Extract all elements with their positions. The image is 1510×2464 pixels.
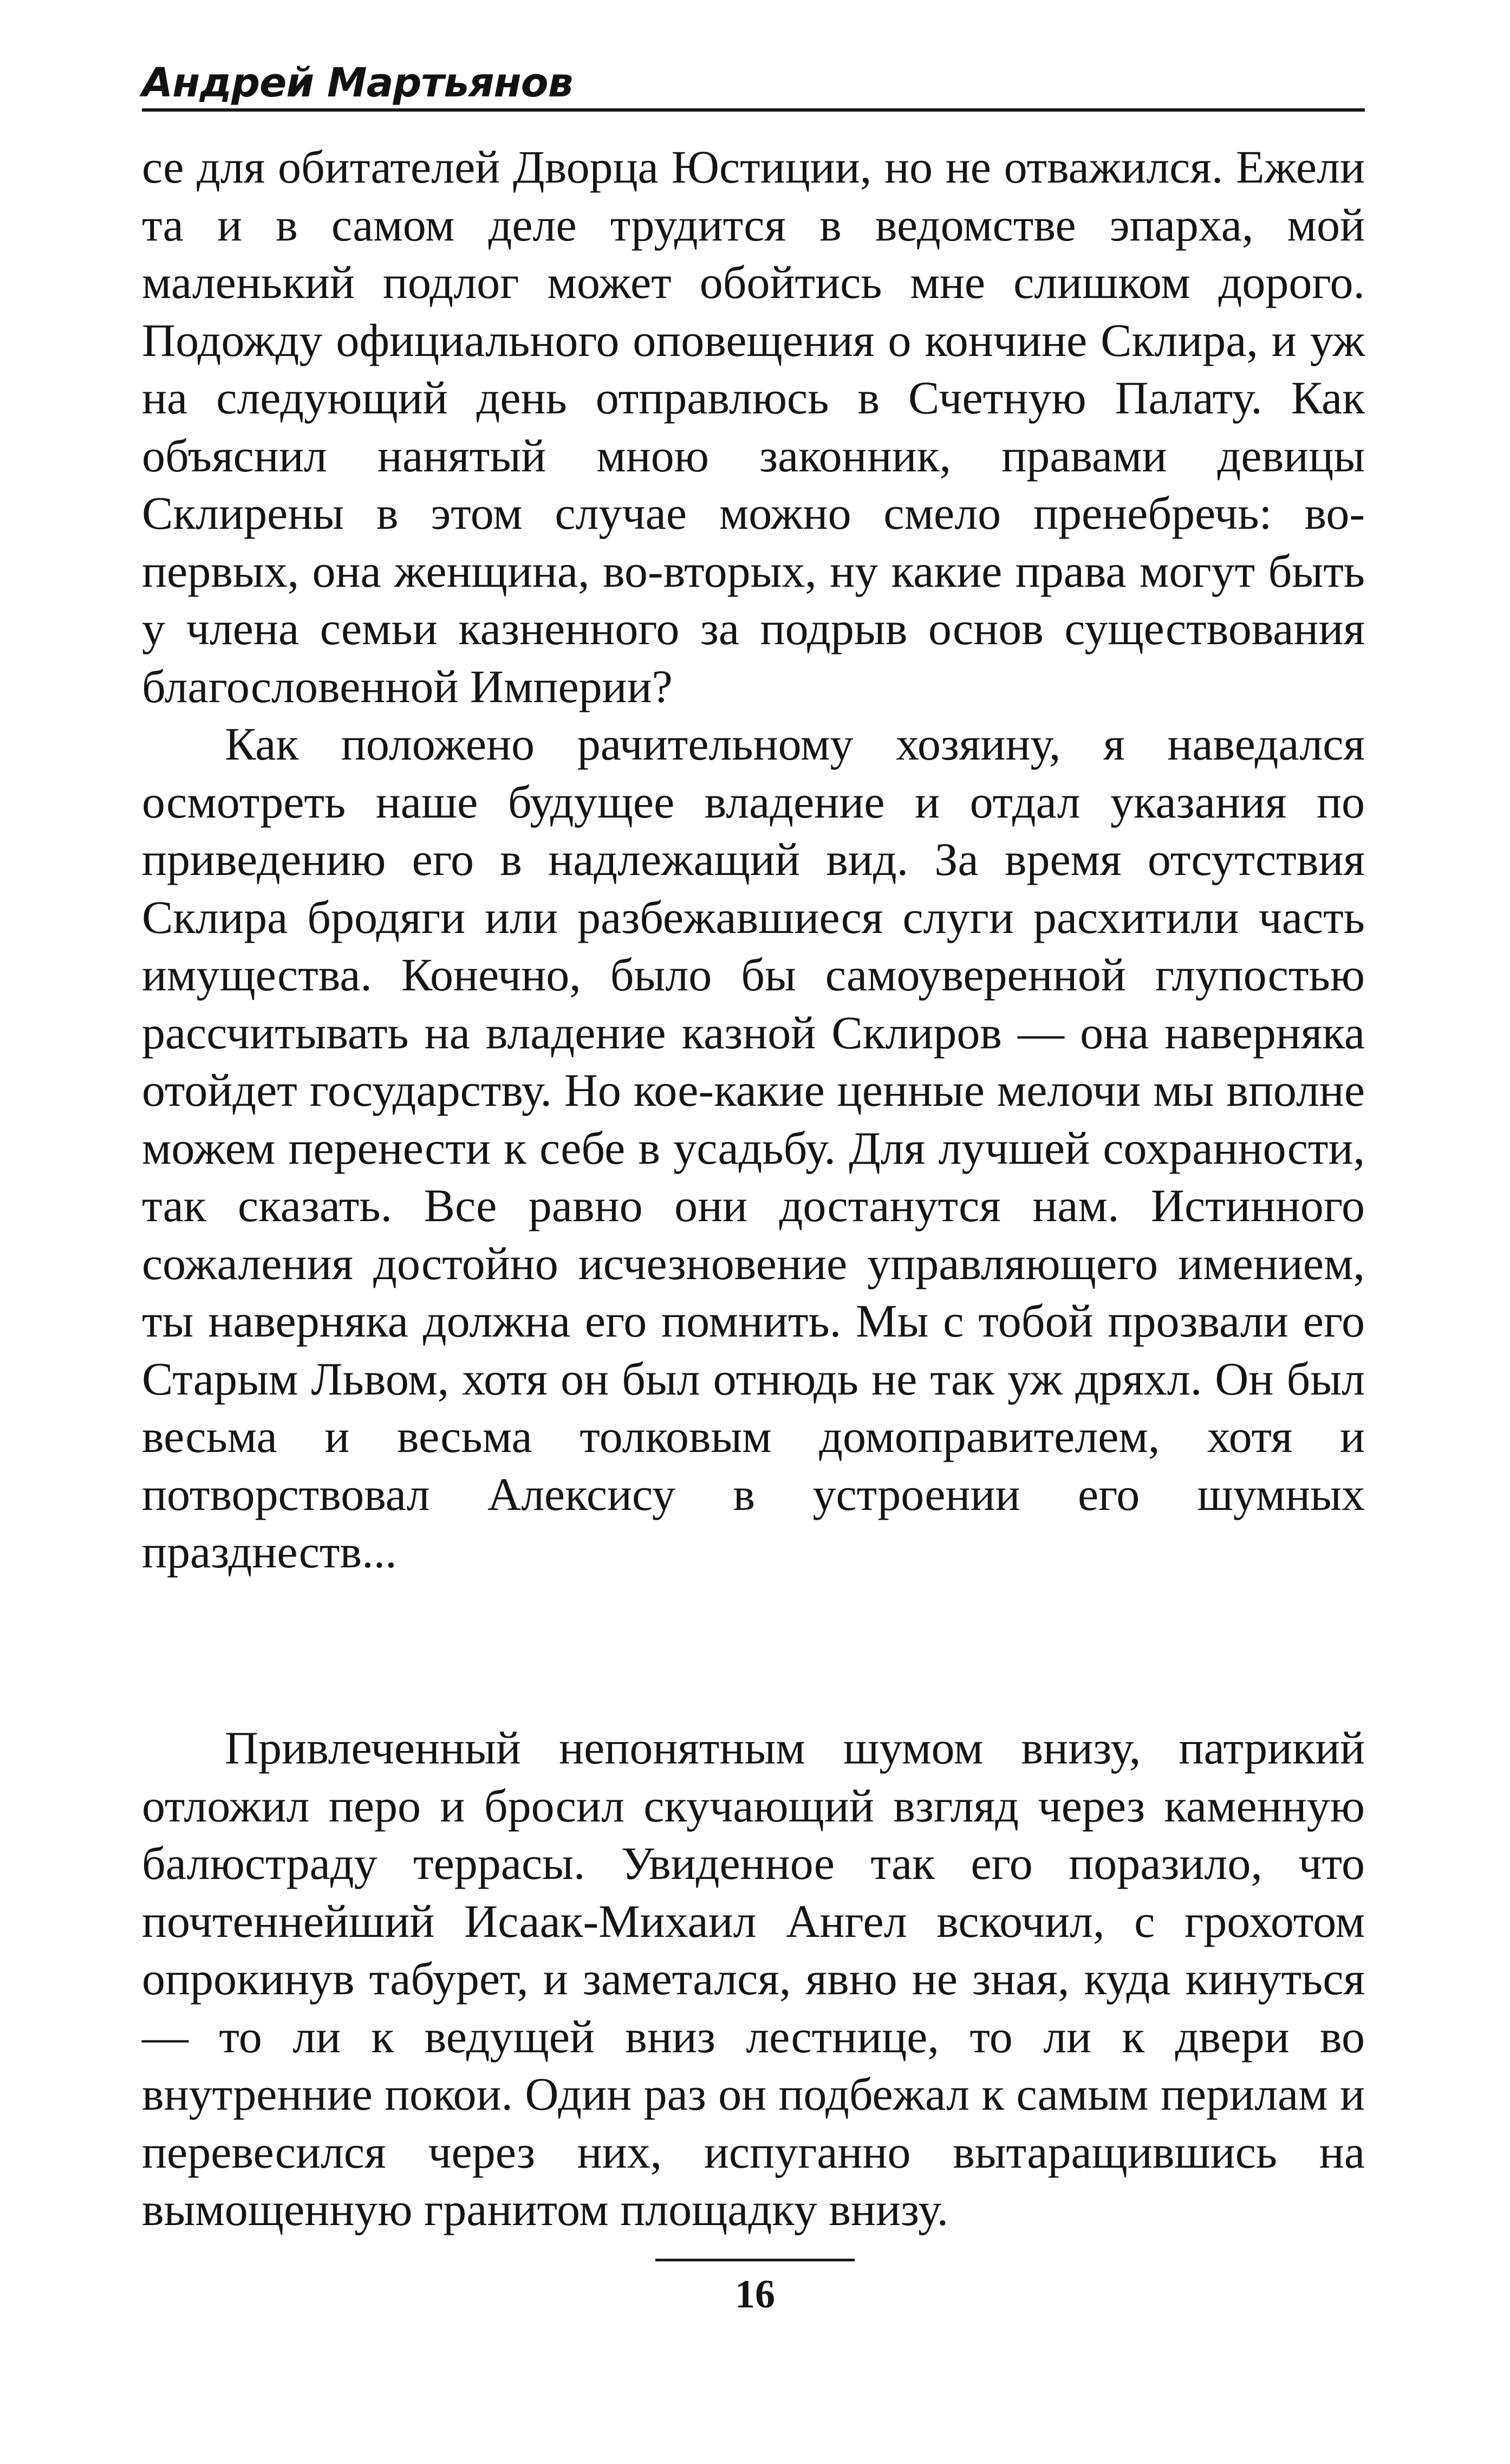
header-rule [142,108,1365,112]
text-block-bottom [142,1719,1365,2239]
paragraph: Привлеченный непонятным шумом внизу, патрикий отложил перо и бросил скучающий взгляд через каменную балюстраду террасы. Увиденное так его поразило, что почтеннейший Исаак-Михаил Ангел вскочил, с грохотом опрокинув табурет, и заметался, явно не зная, куда кинуться — то ли к ведущей вниз лестнице, то ли к двери во внутренние покои. Один раз он подбежал к самым перилам и перевесился через них, испуганно вытаращившись на вымощенную гранитом площадку внизу. [142,1722,1365,2235]
paragraph-continued: се для обитателей Дворца Юстиции, но не отважился. Ежели та и в самом деле трудится в ведомстве эпарха, мой маленький подлог может обойтись мне слишком дорого. Подожду официального оповещения о кончине Склира, и уж на следующий день отправлюсь в Счетную Палату. Как объяснил нанятый мною законник, правами девицы Склирены в этом случае можно смело пренебречь: во-первых, она женщина, во-вторых, ну какие права могут быть у члена семьи казненного за подрыв основ существования благословенной Империи? [142,141,1365,712]
page-number: 16 [735,2272,775,2317]
text-block-top [142,138,1365,1581]
running-head-author: Андрей Мартьянов [142,60,573,106]
paragraph: Как положено рачительному хозяину, я наведался осмотреть наше будущее владение и отдал указания по приведению его в надлежащий вид. За время отсутствия Склира бродяги или разбежавшиеся слуги расхитили часть имущества. Конечно, было бы самоуверенной глупостью рассчитывать на владение казной Склиров — она наверняка отойдет государству. Но кое-какие ценные мелочи мы вполне можем перенести к себе в усадьбу. Для лучшей сохранности, так сказать. Все равно они достанутся нам. Истинного сожаления достойно исчезновение управляющего имением, ты наверняка должна его помнить. Мы с тобой прозвали его Старым Львом, хотя он был отнюдь не так уж дряхл. Он был весьма и весьма толковым домоправителем, хотя и потворствовал Алексису в устроении его шумных празднеств... [142,718,1365,1578]
page-number-rule [655,2259,855,2261]
